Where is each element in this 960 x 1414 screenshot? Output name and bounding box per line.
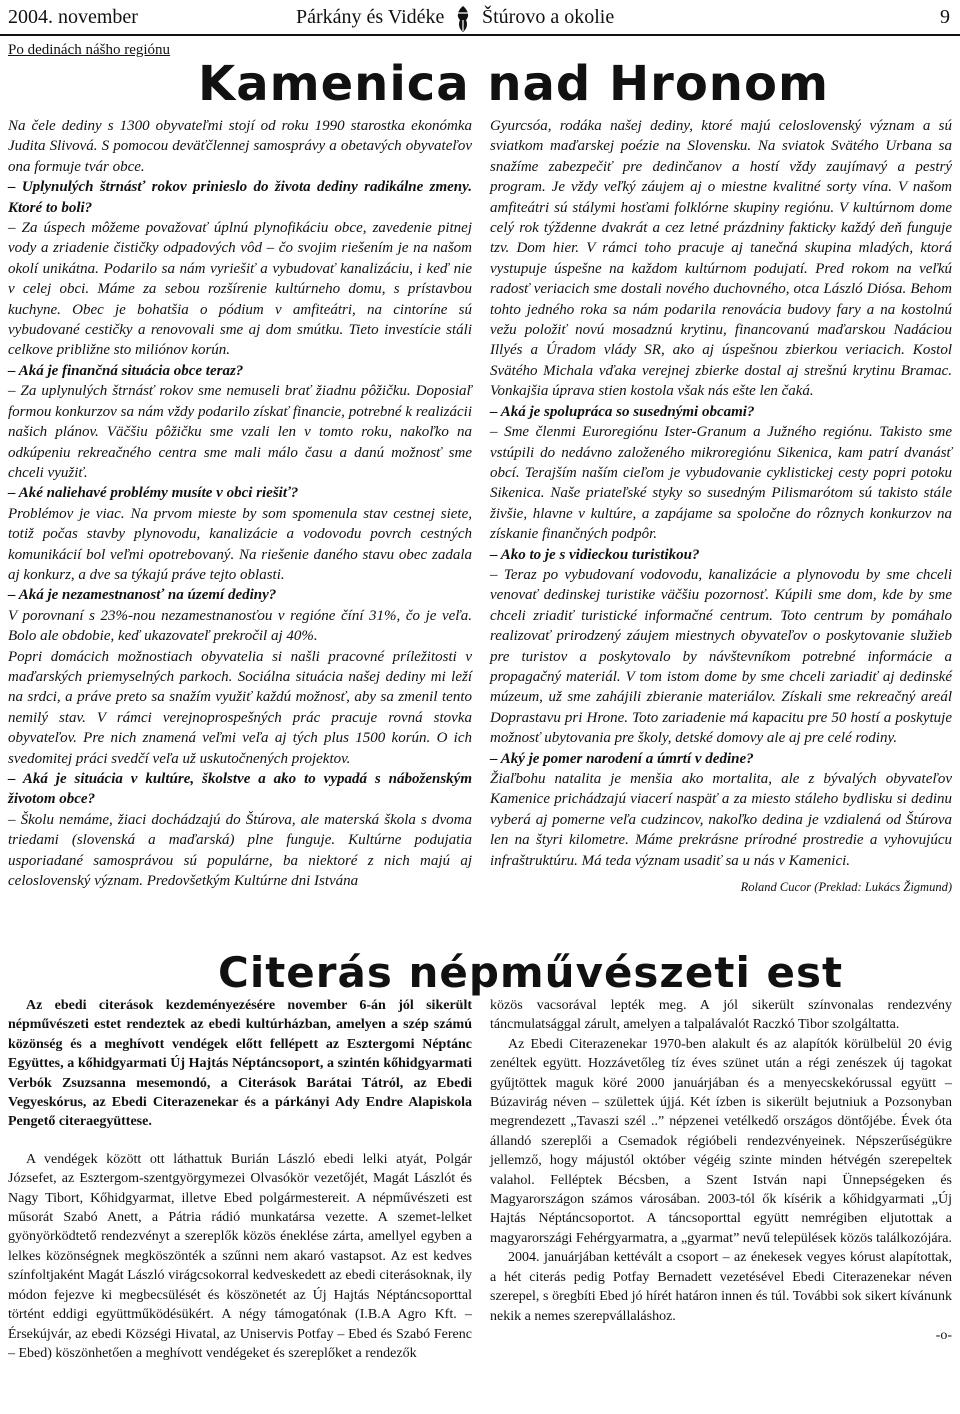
paragraph: Na čele dediny s 1300 obyvateľmi stojí od roku 1990 starostka ekonómka Judita Slivová. S pomocou deväťčlennej samosprávy a obetavých obyvateľov ona formuje tvár obce. <box>8 118 472 175</box>
interview-question: – Aká je finančná situácia obce teraz? <box>8 362 244 379</box>
interview-question: – Aká je situácia v kultúre, školstve a ako to vypadá s náboženským životom obce? <box>8 771 472 808</box>
masthead-hungarian: Párkány és Vidéke <box>296 6 445 28</box>
lead-paragraph: Az ebedi citerások kezdeményezésére november 6-án jól sikerült népművészeti estet rendeztek az ebedi kultúrházban, amelyen a szép számú közönség és a meghívott vendégek előtt fellépett az Esztergomi Néptánc Együttes, a kőhidgyarmati Új Hajtás Néptáncsoport, a szintén kőhidgyarmati Verbók Zsuzsanna mesemondó, a Citerások Barátai Tátról, az Ebedi Vegyeskórus, az Ebedi Citerazenekar és a párkányi Ady Endre Alapiskola Pengető citeraegyüttese. <box>8 998 472 1130</box>
paragraph-gap <box>8 1132 472 1150</box>
author-signature: Roland Cucor (Preklad: Lukács Žigmund) <box>740 880 952 895</box>
page-number: 9 <box>940 6 950 28</box>
article2-column-right <box>490 996 952 1345</box>
interview-question: – Aký je pomer narodení a úmrtí v dedine? <box>490 750 754 767</box>
paragraph: Az Ebedi Citerazenekar 1970-ben alakult és az alapítók körülbelül 20 évig zenéltek együtt. Hozzávetőleg tíz éves szünet után a régi zenészek új tagokat gyűjtöttek maguk köré 2000 januárjában és a menyecskekórussal együtt – Búzavirág néven – születtek újjá. Két ízben is sikerült bejutniuk a Pozsonyban megrendezett „Tavaszi szél ..” népzenei vetélkedő országos döntőjébe. Évek óta állandó szereplői a Csemadok régióbeli rendezvényeinek. Népszerűségükre jellemző, hogy májustól október végéig szinte minden hétvégén szerepeltek valahol. Felléptek Bécsben, a Szent István napi Ünnepségeken és Magyarországon számos városában. 2003-tól ők kísérik a kőhidgyarmati „Új Hajtás Néptáncsoportot. A táncsoporttal együtt nemrégiben eljutottak a magyarországi Fehérgyarmatra, a „gyarmat” nevű települések közös találkozójára. <box>490 1036 952 1246</box>
article-column-right <box>490 116 952 897</box>
interview-question: – Aká je nezamestnanosť na území dediny? <box>8 587 277 604</box>
section-label: Po dedinách nášho regiónu <box>8 42 171 58</box>
paragraph: közös vacsorával lepték meg. A jól sikerült színvonalas rendezvény táncmulatsággal zárult, amelyen a talpalávalót Raczkó Tibor szolgáltatta. <box>490 998 952 1033</box>
paragraph: – Za úspech môžeme považovať úplnú plynofikáciu obce, zavedenie pitnej vody a zriadenie čističky odpadových vôd – čo svojim riešením je na našom okolí unikátna. Podarilo sa nám vyriešiť a vybudovať kanalizáciu, i keď nie v celej obci. Máme za sebou rozšírenie kultúrneho domu, s prístavbou kuchyne. Obec je bohatšia o pódium v amfiteátri, na cintoríne sú vybudované cestičky a renovovali sme aj dom smútku. Tieto investície stáli celkove približne sto miliónov korún. <box>8 220 472 359</box>
paragraph: Gyurcsóa, rodáka našej dediny, ktoré majú celoslovenský význam a sú sviatkom maďarskej poézie na Slovensku. Na sviatok Svätého Urbana sa snažíme zabezpečiť pre dedinčanov a hostí vždy zaujímavý a pestrý program. Je vždy veľký záujem aj o miestne kvalitné sorty vína. V našom amfiteátri sú stálymi hosťami folklórne skupiny regiónu. V kultúrnom dome celý rok týždenne dvakrát a cez letné prázdniny fakticky každý deň funguje tzv. Dom hier. V rámci toho pracuje aj tanečná skupina mladých, ktorá vystupuje úspešne na každom kultúrnom podujatí. Pred rokom na veľkú radosť veriacich sme dostali nového duchovného, otca László Diósa. Behom tohto jedného roka sa nám podarila renovácia budovy fary a na kostolnú vežu položiť novú mosadznú krytinu, financovanú maďarskou Nadáciou Illyés a Úradom vlády SR, ako aj úspešnou zbierkou veriacich. Kostol Svätého Michala vďaka verejnej zbierke dostal aj strešnú krytinu Bramac. Vonkajšia úprava stien kostola však nás ešte len čaká. <box>490 118 952 400</box>
header-rule <box>0 34 960 36</box>
paragraph: V porovnaní s 23%-nou nezamestnanosťou v regióne číní 31%, čo je veľa. Bolo ale obdobie, keď ukazovateľ prekročil aj 40%. <box>8 607 472 645</box>
paragraph: Žiaľbohu natalita je menšia ako mortalita, ale z bývalých obyvateľov Kamenice prichádzajú viacerí naspäť a za miesto stáleho bydlisku si dedinu vyberá aj pomerne veľa cudzincov, nakoľko dedina je vzdialená od Štúrova len na štyri kilometre. Máme prekrásne prírodné prostredie a vyhovujúcu infraštruktúru. Má teda význam usadiť sa u nás v Kamenici. <box>490 771 952 869</box>
paragraph: Problémov je viac. Na prvom mieste by som spomenula stav cestnej siete, totiž počas stavby plynovodu, kanalizácie a vodovodu povrch cestných komunikácií bol veľmi opotrebovaný. Na riešenie daného stavu obec zadala aj konkurz, a dve sa týkajú práve tejto oblasti. <box>8 505 472 583</box>
issue-date: 2004. november <box>8 6 138 28</box>
interview-question: – Aká je spolupráca so susednými obcami? <box>490 403 755 420</box>
masthead-slovak: Štúrovo a okolie <box>482 6 615 28</box>
paragraph: – Školu nemáme, žiaci dochádzajú do Štúrova, ale materská škola s dvoma triedami (slovenská a maďarská) plne funguje. Kultúrne podujatia usporiadané samosprávou sú populárne, ba niektoré z nich majú aj celoslovenský význam. Predovšetkým Kultúrne dni Istvána <box>8 811 472 890</box>
interview-question: – Ako to je s vidieckou turistikou? <box>490 546 700 563</box>
paragraph: Popri domácich možnostiach obyvatelia si našli pracovné príležitosti v maďarských priemyselných parkoch. Sociálna situácia našej dediny mi leží na srdci, a práve preto sa snažím využiť každú možnosť, aby sa zmenil tento nemilý stav. V rámci verejnoprospešných prác pracuje rovná stovka obyvateľov. Pre nich znamená veľmi veľa aj tých plus 1500 korún. O ich svedomitej práci svedčí veľa už uskutočnených projektov. <box>8 648 472 767</box>
paragraph: – Teraz po vybudovaní vodovodu, kanalizácie a plynovodu by sme chceli venovať dedinskej turistike väčšiu pozornosť. Kúpili sme dom, kde by sme chceli zriadiť turistické informačné centrum. Toto centrum by pomáhalo realizovať prirodzený záujem miestnych obyvateľov o poskytovanie služieb pre turistov a poskytovalo by návštevníkom potrebné informácie a propagačný materiál. V tom istom dome by sme chceli zariadiť aj dedinské múzeum, už sme zahájili zbieranie materiálov. Získali sme rekreačný areál Doprastavu pri Hrone. Toto zariadenie má kapacitu pre 50 hostí a poskytuje možnosť ubytovania pre školy, detské domovy ale aj pre celé rodiny. <box>490 566 952 747</box>
page-header <box>0 0 960 36</box>
end-mark: -o- <box>935 1327 952 1343</box>
article-title-2: Citerás népművészeti est <box>218 948 844 997</box>
paragraph: A vendégek között ott láthattuk Burián László ebedi lelki atyát, Polgár Józsefet, az Esztergom-szentgyörgymezei Olvasókör vezetőjét, Magát Lászlót és Nagy Tibort, Kőhidgyarmat, illetve Ebed polgármestereit. A népművészeti est műsorát Szabó Anett, a Pátria rádió munkatársa vezette. A szemet-lelket gyönyörködtető rendezvényt a szereplők közös éneklése zárta, amellyel egyben a lelkes közönségnek megköszönték a szűnni nem akaró vastapsot. Az est kedves színfoltjaként Magát László virágcsokorral kedveskedett az ebedi citerásoknak, ily módon fejezve ki megbecsülését és köszönetét az Új Hajtás Néptáncsoporttal történt eddigi együttműködésükért. A négy támogatónak (I.B.A Agro Kft. – Érsekújvár, az ebedi Községi Hivatal, az Uniservis Potfay – Ebed és Szabó Ferenc – Ebed) köszönhetően a meghívott vendégeket és szereplőket a rendezők <box>8 1151 472 1361</box>
interview-question: – Uplynulých štrnásť rokov prinieslo do života dediny radikálne zmeny. Ktoré to boli? <box>8 179 472 216</box>
article2-column-left <box>8 996 472 1363</box>
paragraph: – Za uplynulých štrnásť rokov sme nemuseli brať žiadnu pôžičku. Doposiaľ formou konkurzov sa nám vždy podarilo získať financie, potrebné k realizácii našich plánov. Väčšiu pôžičku sme vzali len v tomto roku, nakoľko na odkúpeniu rekreačného centra sme mali málo času a danú možnosť sme chceli využiť. <box>8 383 472 481</box>
paragraph: – Sme členmi Euroregiónu Ister-Granum a Južného regiónu. Takisto sme vstúpili do nedávno založeného mikroregiónu Sikenica, kam patrí dvanásť obcí. Terajším naším cieľom je vybudovanie cyklistickej cesty popri potoku Sikenica. Naše priateľské styky so susedným Pilismarótom sú takisto stále živšie, hlavne v kultúre, a zapájame sa spoločne do rôznych konkurzov na získanie finančných podpôr. <box>490 424 952 543</box>
emblem-icon <box>452 4 474 34</box>
paragraph: 2004. januárjában kettévált a csoport – az énekesek vegyes kórust alapítottak, a hét citerás pedig Potfay Bernadett vezetésével Ebedi Citerazenekar néven szerepel, s öregbíti Ebed jó hírét határon innen és túl. További sok sikert kívánunk nekik a nemes szerepvállaláshoz. <box>490 1250 952 1324</box>
article-column-left <box>8 116 472 891</box>
interview-question: – Aké naliehavé problémy musíte v obci riešiť? <box>8 485 299 502</box>
article-title: Kamenica nad Hronom <box>198 56 829 112</box>
